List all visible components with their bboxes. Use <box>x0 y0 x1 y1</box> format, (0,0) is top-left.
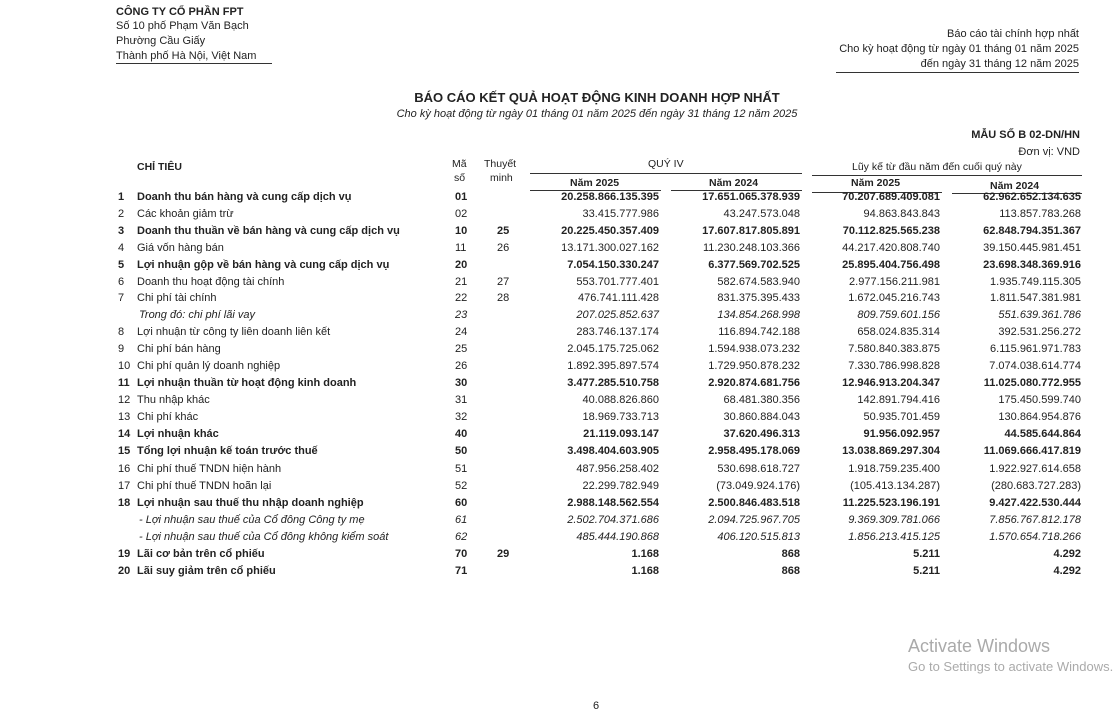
row-note: 26 <box>497 242 510 254</box>
row-code: 26 <box>455 360 468 372</box>
value-ytd-2024: 130.864.954.876 <box>998 411 1081 423</box>
report-subtitle: Cho kỳ hoạt động từ ngày 01 tháng 01 năm 2025 đến ngày 31 tháng 12 năm 2025 <box>396 108 798 120</box>
value-q4-2024: 11.230.248.103.366 <box>702 242 800 254</box>
value-q4-2025: 33.415.777.986 <box>582 208 659 220</box>
value-q4-2025: 20.225.450.357.409 <box>561 225 659 237</box>
value-ytd-2025: 2.977.156.211.981 <box>849 276 940 288</box>
header-minh: minh <box>490 172 513 184</box>
value-q4-2024: 2.500.846.483.518 <box>708 497 800 509</box>
value-ytd-2025: 91.956.092.957 <box>863 428 940 440</box>
table-row <box>0 479 1116 496</box>
row-code: 02 <box>455 208 468 220</box>
company-underline <box>116 63 272 64</box>
row-number: 6 <box>118 276 125 288</box>
form-code: MẪU SỐ B 02-DN/HN <box>971 129 1080 141</box>
row-label: Giá vốn hàng bán <box>137 242 224 254</box>
company-address-line2: Phường Cầu Giấy <box>116 35 206 47</box>
row-label: Các khoản giảm trừ <box>137 208 234 220</box>
value-ytd-2024: 1.922.927.614.658 <box>989 463 1081 475</box>
row-label: Chi phí thuế TNDN hiện hành <box>137 463 282 475</box>
row-code: 30 <box>455 377 468 389</box>
value-ytd-2024: 551.639.361.786 <box>998 309 1081 321</box>
row-number: 10 <box>118 360 131 372</box>
table-row <box>0 359 1116 376</box>
row-number: 1 <box>118 191 125 203</box>
table-row <box>0 376 1116 393</box>
value-q4-2024: 2.094.725.967.705 <box>708 514 800 526</box>
row-label: Doanh thu thuần về bán hàng và cung cấp dịch vụ <box>137 225 400 237</box>
company-address-line3: Thành phố Hà Nội, Việt Nam <box>116 50 257 62</box>
row-code: 70 <box>455 548 468 560</box>
value-ytd-2024: 6.115.961.971.783 <box>990 343 1081 355</box>
row-label: Chi phí bán hàng <box>137 343 221 355</box>
value-ytd-2024: 7.856.767.812.178 <box>989 514 1081 526</box>
row-number: 17 <box>118 480 131 492</box>
row-number: 19 <box>118 548 131 560</box>
row-label: Chi phí tài chính <box>137 292 217 304</box>
row-number: 9 <box>118 343 125 355</box>
value-ytd-2025: 5.211 <box>913 565 940 577</box>
value-q4-2025: 553.701.777.401 <box>576 276 659 288</box>
currency-unit: Đơn vị: VND <box>1018 146 1080 158</box>
row-label: Lợi nhuận sau thuế thu nhập doanh nghiệp <box>137 497 364 509</box>
row-label: Lợi nhuận khác <box>137 428 219 440</box>
report-info-line2: Cho kỳ hoạt động từ ngày 01 tháng 01 năm 2025 <box>839 43 1079 55</box>
row-number: 2 <box>118 208 125 220</box>
header-chi-tieu: CHỈ TIÊU <box>137 161 182 173</box>
table-row <box>0 291 1116 308</box>
row-code: 11 <box>455 242 467 254</box>
row-number: 8 <box>118 326 125 338</box>
value-ytd-2025: 1.856.213.415.125 <box>848 531 940 543</box>
header-thuyet: Thuyết <box>484 158 517 170</box>
report-info-line3: đến ngày 31 tháng 12 năm 2025 <box>920 58 1079 70</box>
value-ytd-2024: 175.450.599.740 <box>998 394 1081 406</box>
value-q4-2025: 1.892.395.897.574 <box>567 360 659 372</box>
row-number: 7 <box>118 292 125 304</box>
value-q4-2024: 30.860.884.043 <box>723 411 800 423</box>
header-l-2025: Năm 2025 <box>851 177 901 189</box>
row-label: - Lợi nhuận sau thuế của Cổ đông Công ty mẹ <box>139 514 365 526</box>
value-ytd-2024: 11.025.080.772.955 <box>983 377 1081 389</box>
header-line-quy <box>530 173 802 174</box>
value-q4-2025: 40.088.826.860 <box>582 394 659 406</box>
company-name: CÔNG TY CỔ PHẦN FPT <box>116 6 244 18</box>
table-row <box>0 207 1116 224</box>
table-row <box>0 308 1116 325</box>
row-label: Chi phí khác <box>137 411 199 423</box>
row-code: 51 <box>455 463 468 475</box>
value-ytd-2024: 1.811.547.381.981 <box>990 292 1081 304</box>
value-ytd-2024: 39.150.445.981.451 <box>983 242 1081 254</box>
value-ytd-2025: 142.891.794.416 <box>857 394 940 406</box>
row-note: 27 <box>497 276 510 288</box>
report-title: BÁO CÁO KẾT QUẢ HOẠT ĐỘNG KINH DOANH HỢP NHẤT <box>414 90 780 105</box>
value-q4-2024: (73.049.924.176) <box>716 480 800 492</box>
table-row <box>0 564 1116 581</box>
value-ytd-2025: 1.672.045.216.743 <box>848 292 940 304</box>
row-label: Doanh thu hoạt động tài chính <box>137 276 285 288</box>
row-code: 10 <box>455 225 468 237</box>
value-q4-2025: 3.498.404.603.905 <box>567 445 659 457</box>
header-l-2024: Năm 2024 <box>990 180 1040 192</box>
table-row <box>0 427 1116 444</box>
table-row <box>0 547 1116 564</box>
table-row <box>0 530 1116 547</box>
row-label: Doanh thu bán hàng và cung cấp dịch vụ <box>137 191 352 203</box>
value-q4-2024: 17.607.817.805.891 <box>702 225 800 237</box>
value-q4-2025: 3.477.285.510.758 <box>567 377 659 389</box>
value-q4-2024: 406.120.515.813 <box>717 531 800 543</box>
value-ytd-2024: 4.292 <box>1053 548 1081 560</box>
value-ytd-2024: (280.683.727.283) <box>991 480 1081 492</box>
value-ytd-2024: 7.074.038.614.774 <box>989 360 1081 372</box>
table-row <box>0 462 1116 479</box>
company-address-line1: Số 10 phố Phạm Văn Bạch <box>116 20 249 32</box>
value-q4-2025: 476.741.111.428 <box>578 292 659 304</box>
row-code: 40 <box>455 428 468 440</box>
value-ytd-2025: 1.918.759.235.400 <box>848 463 940 475</box>
value-ytd-2024: 113.857.783.268 <box>999 208 1081 220</box>
value-ytd-2025: 11.225.523.196.191 <box>842 497 940 509</box>
row-note: 25 <box>497 225 510 237</box>
activate-windows-subtitle: Go to Settings to activate Windows. <box>908 659 1114 674</box>
value-ytd-2024: 9.427.422.530.444 <box>989 497 1081 509</box>
value-q4-2025: 207.025.852.637 <box>576 309 659 321</box>
value-q4-2025: 1.168 <box>631 565 659 577</box>
value-ytd-2025: 809.759.601.156 <box>857 309 940 321</box>
row-code: 20 <box>455 259 468 271</box>
value-q4-2024: 17.651.065.378.939 <box>702 191 800 203</box>
row-number: 3 <box>118 225 125 237</box>
value-ytd-2024: 4.292 <box>1053 565 1081 577</box>
value-q4-2025: 7.054.150.330.247 <box>567 259 659 271</box>
value-ytd-2024: 62.848.794.351.367 <box>983 225 1081 237</box>
row-code: 31 <box>455 394 468 406</box>
table-row <box>0 275 1116 292</box>
row-code: 32 <box>455 411 468 423</box>
row-number: 14 <box>118 428 131 440</box>
row-label: Tổng lợi nhuận kế toán trước thuế <box>137 445 318 457</box>
header-ma: Mã <box>452 158 467 170</box>
value-ytd-2024: 392.531.256.272 <box>998 326 1081 338</box>
row-code: 62 <box>455 531 468 543</box>
row-note: 28 <box>497 292 510 304</box>
value-ytd-2025: 70.112.825.565.238 <box>842 225 940 237</box>
value-q4-2024: 134.854.268.998 <box>717 309 800 321</box>
value-ytd-2025: 7.330.786.998.828 <box>848 360 940 372</box>
value-ytd-2025: (105.413.134.287) <box>850 480 940 492</box>
value-q4-2025: 2.045.175.725.062 <box>567 343 659 355</box>
header-q-2025: Năm 2025 <box>570 177 620 189</box>
value-q4-2025: 18.969.733.713 <box>582 411 659 423</box>
value-ytd-2025: 658.024.835.314 <box>857 326 940 338</box>
value-q4-2025: 485.444.190.868 <box>576 531 659 543</box>
row-code: 52 <box>455 480 468 492</box>
row-label: Lợi nhuận thuần từ hoạt động kinh doanh <box>137 377 357 389</box>
value-ytd-2025: 12.946.913.204.347 <box>842 377 940 389</box>
row-number: 4 <box>118 242 125 254</box>
value-q4-2024: 116.894.742.188 <box>718 326 800 338</box>
row-label: Thu nhập khác <box>137 394 210 406</box>
row-note: 29 <box>497 548 510 560</box>
row-number: 16 <box>118 463 131 475</box>
value-ytd-2024: 23.698.348.369.916 <box>983 259 1081 271</box>
row-number: 20 <box>118 565 131 577</box>
row-label: Chi phí quản lý doanh nghiệp <box>137 360 281 372</box>
header-line-luy <box>812 175 1082 176</box>
value-q4-2025: 13.171.300.027.162 <box>561 242 659 254</box>
row-code: 60 <box>455 497 468 509</box>
row-label: - Lợi nhuận sau thuế của Cổ đông không kiểm soát <box>139 531 389 543</box>
value-q4-2025: 1.168 <box>631 548 659 560</box>
row-code: 25 <box>455 343 468 355</box>
value-q4-2024: 2.920.874.681.756 <box>708 377 800 389</box>
value-q4-2025: 2.988.148.562.554 <box>567 497 659 509</box>
value-ytd-2024: 1.570.654.718.266 <box>989 531 1081 543</box>
report-info-line1: Báo cáo tài chính hợp nhất <box>947 28 1079 40</box>
value-ytd-2025: 9.369.309.781.066 <box>848 514 940 526</box>
value-ytd-2024: 62.962.652.134.635 <box>983 191 1081 203</box>
table-row <box>0 325 1116 342</box>
value-q4-2025: 2.502.704.371.686 <box>567 514 659 526</box>
row-label: Lợi nhuận từ công ty liên doanh liên kết <box>137 326 331 338</box>
report-info-underline <box>836 72 1079 73</box>
value-q4-2025: 487.956.258.402 <box>576 463 659 475</box>
row-code: 23 <box>455 309 468 321</box>
row-code: 22 <box>455 292 468 304</box>
value-q4-2024: 43.247.573.048 <box>723 208 800 220</box>
value-q4-2025: 21.119.093.147 <box>583 428 659 440</box>
row-code: 24 <box>455 326 468 338</box>
value-q4-2024: 2.958.495.178.069 <box>708 445 800 457</box>
row-number: 13 <box>118 411 131 423</box>
value-ytd-2025: 25.895.404.756.498 <box>842 259 940 271</box>
value-ytd-2025: 44.217.420.808.740 <box>842 242 940 254</box>
table-row <box>0 410 1116 427</box>
value-ytd-2025: 94.863.843.843 <box>863 208 940 220</box>
activate-windows-title: Activate Windows <box>908 636 1051 656</box>
table-row <box>0 190 1116 207</box>
value-q4-2024: 831.375.395.433 <box>717 292 800 304</box>
table-row <box>0 444 1116 461</box>
row-number: 15 <box>118 445 131 457</box>
row-label: Lãi suy giảm trên cổ phiếu <box>137 565 276 577</box>
value-q4-2024: 37.620.496.313 <box>723 428 800 440</box>
row-code: 71 <box>455 565 468 577</box>
table-row <box>0 496 1116 513</box>
value-q4-2024: 1.594.938.073.232 <box>708 343 800 355</box>
table-row <box>0 241 1116 258</box>
value-q4-2024: 1.729.950.878.232 <box>708 360 800 372</box>
value-ytd-2025: 5.211 <box>913 548 940 560</box>
header-q-2024: Năm 2024 <box>709 177 759 189</box>
value-ytd-2024: 1.935.749.115.305 <box>990 276 1081 288</box>
value-q4-2024: 868 <box>781 565 800 577</box>
page-number: 6 <box>593 700 600 712</box>
row-code: 61 <box>455 514 468 526</box>
row-label: Lợi nhuận gộp về bán hàng và cung cấp dịch vụ <box>137 259 390 271</box>
header-quy-iv: QUÝ IV <box>648 158 684 170</box>
value-ytd-2025: 13.038.869.297.304 <box>842 445 940 457</box>
value-ytd-2025: 70.207.689.409.081 <box>842 191 940 203</box>
value-ytd-2024: 44.585.644.864 <box>1004 428 1081 440</box>
value-q4-2024: 530.698.618.727 <box>717 463 800 475</box>
row-label: Chi phí thuế TNDN hoãn lại <box>137 480 272 492</box>
value-ytd-2024: 11.069.666.417.819 <box>983 445 1081 457</box>
value-q4-2025: 20.258.866.135.395 <box>561 191 659 203</box>
table-row <box>0 513 1116 530</box>
value-q4-2025: 283.746.137.174 <box>576 326 659 338</box>
row-number: 18 <box>118 497 131 509</box>
row-code: 21 <box>455 276 468 288</box>
value-q4-2024: 68.481.380.356 <box>723 394 800 406</box>
row-code: 01 <box>455 191 468 203</box>
table-row <box>0 258 1116 275</box>
header-luy-ke: Lũy kế từ đầu năm đến cuối quý này <box>852 161 1022 173</box>
value-q4-2024: 868 <box>781 548 800 560</box>
row-code: 50 <box>455 445 468 457</box>
row-label: Lãi cơ bản trên cổ phiếu <box>137 548 265 560</box>
row-number: 12 <box>118 394 131 406</box>
table-row <box>0 224 1116 241</box>
row-number: 11 <box>118 377 130 389</box>
value-ytd-2025: 7.580.840.383.875 <box>848 343 940 355</box>
value-q4-2025: 22.299.782.949 <box>582 480 659 492</box>
value-q4-2024: 582.674.583.940 <box>717 276 800 288</box>
value-q4-2024: 6.377.569.702.525 <box>708 259 800 271</box>
value-ytd-2025: 50.935.701.459 <box>863 411 940 423</box>
row-number: 5 <box>118 259 125 271</box>
table-row <box>0 342 1116 359</box>
table-row <box>0 393 1116 410</box>
row-label: Trong đó: chi phí lãi vay <box>139 309 255 321</box>
header-so: số <box>454 172 466 184</box>
